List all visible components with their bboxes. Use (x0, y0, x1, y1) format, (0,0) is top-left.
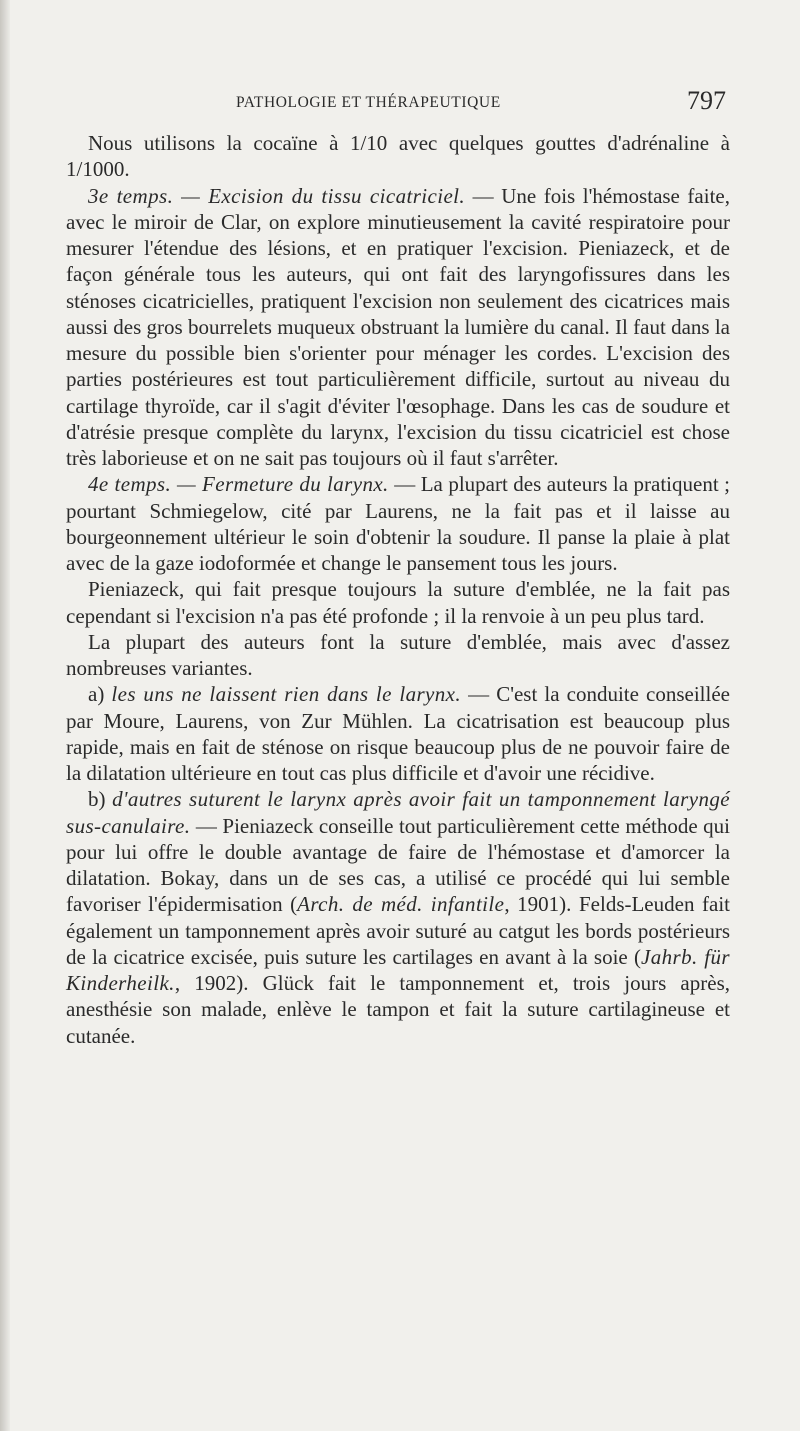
list-marker: a) (88, 682, 112, 707)
page-header (66, 86, 734, 118)
paragraph-text: — Pieniazeck conseille tout particulièrement cette méthode qui pour lui offre le double avantage de faire de l'hémostase et d'amorcer la dilatation. Bokay, dans un de ses cas, a utilisé ce procédé qui lui semble favoriser l'épidermisation ( (66, 813, 730, 917)
paragraph-text: Nous utilisons la cocaïne à 1/10 avec quelques gouttes d'adrénaline à 1/1000. (66, 131, 730, 182)
list-marker: b) (88, 787, 113, 812)
citation: Jahrb. für Kinderheilk. (66, 944, 730, 995)
paragraph-pieniazeck (66, 576, 730, 629)
paragraph-text: — Une fois l'hémostase faite, avec le miroir de Clar, on explore minutieusement la cavité respiratoire pour mesurer l'étendue des lésions, et en pratiquer l'excision. Pieniazeck, et de façon générale tous les auteurs, qui ont fait des laryngofissures dans les sténoses cicatricielles, pratiquent l'excision non seulement des cicatrices mais aussi des gros bourrelets muqueux obstruant la lumière du canal. Il faut dans la mesure du possible bien s'orienter pour ménager les cordes. L'excision des parties postérieures est tout particulièrement difficile, surtout au niveau du cartilage thyroïde, car il s'agit d'éviter l'œsophage. Dans les cas de soudure et d'atrésie presque complète du larynx, l'excision du tissu cicatriciel est chose très laborieuse et on ne sait pas toujours où il faut s'arrêter. (66, 183, 730, 470)
paragraph-variant-b (66, 786, 730, 1049)
paragraph-text: , 1901). Felds-Leuden fait également un tamponnement après avoir suturé au catgut les bords postérieurs de la cicatrice excisée, puis suture les cartilages en avant à la soie ( (66, 892, 730, 969)
paragraph-third-stage (66, 183, 730, 472)
running-title: PATHOLOGIE ET THÉRAPEUTIQUE (236, 94, 501, 111)
paragraph-text: — La plupart des auteurs la pratiquent ; pourtant Schmiegelow, cité par Laurens, ne la fait pas et il laisse au bourgeonnement ultérieur le soin d'obtenir la soudure. Il panse la plaie à plat avec de la gaze iodoformée et change le pansement tous les jours. (66, 472, 730, 575)
paragraph-text: Pieniazeck, qui fait presque toujours la suture d'emblée, ne la fait pas cependant si l'excision n'a pas été profonde ; il la renvoie à un peu plus tard. (66, 577, 730, 628)
page-body (66, 130, 730, 1049)
paragraph-variant-a (66, 681, 730, 786)
paragraph-cocaine (66, 130, 730, 183)
paragraph-variants (66, 629, 730, 682)
variant-heading: d'autres suturent le larynx après avoir fait un tamponnement laryngé sus-canulaire. (66, 787, 730, 838)
variant-heading: les uns ne laissent rien dans le larynx. (111, 682, 462, 707)
paragraph-text: La plupart des auteurs font la suture d'emblée, mais avec d'assez nombreuses variantes. (66, 629, 730, 680)
page-edge-shadow (0, 0, 10, 1431)
citation: Arch. de méd. infantile (297, 892, 505, 917)
paragraph-fourth-stage (66, 471, 730, 576)
paragraph-text: — C'est la conduite conseillée par Moure, Laurens, von Zur Mühlen. La cicatrisation est beaucoup plus rapide, mais en fait de sténose on risque beaucoup plus de ne pouvoir faire de la dilatation ultérieure en tout cas plus difficile et d'avoir une récidive. (66, 682, 730, 785)
section-heading: 4e temps. — Fermeture du larynx. (88, 472, 389, 497)
section-heading: 3e temps. — Excision du tissu cicatriciel. (88, 183, 466, 208)
paragraph-text: , 1902). Glück fait le tamponnement et, trois jours après, anesthésie son malade, enlève le tampon et fait la suture cartilagineuse et cutanée. (66, 971, 730, 1048)
page-number: 797 (687, 86, 726, 115)
